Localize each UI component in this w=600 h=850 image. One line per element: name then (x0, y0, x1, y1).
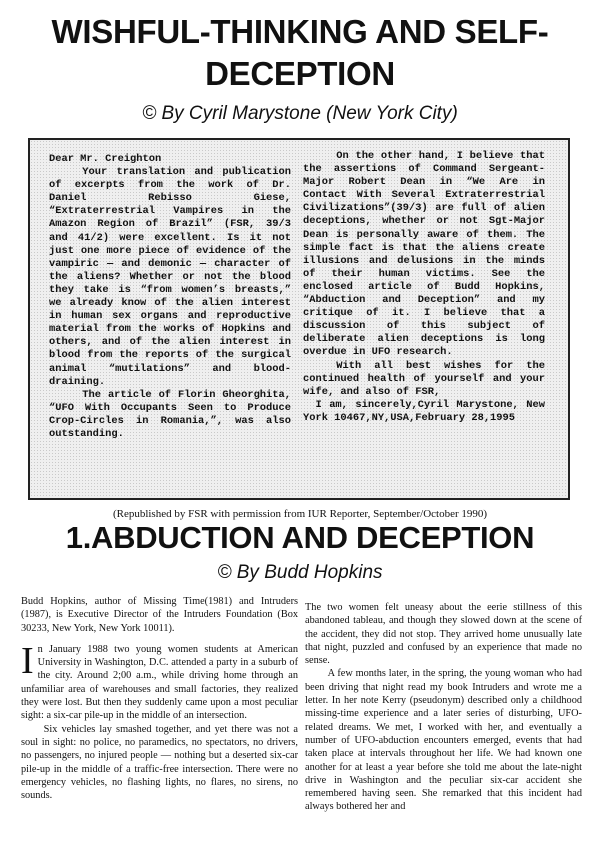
republished-note: (Republished by FSR with permission from IUR Reporter, September/October 1990) (112, 508, 488, 520)
article2-title: 1.ABDUCTION AND DECEPTION (65, 520, 535, 555)
body-paragraph: The two women felt uneasy about the eerie stillness of this abandoned tableau, and though they slowed down at the scene of the accident, they did not stop. They arrived home unusually late that night, puzzled and confused by an experience that made no sense. (305, 602, 582, 667)
letter-paragraph: On the other hand, I believe that the assertions of Command Sergeant-Major Robert Dean in “We Are in Contact With Several Extraterrestrial Civilizations”(39/3) are full of alien deceptions, whether or not Sgt-Major Dean is personally aware of them. The simple fact is that the aliens create illusions and delusions in the minds of their human victims. See the enclosed article of Budd Hopkins, “Abduction and Deception” and my critique of it. I believe that a discussion of this subject of deliberate alien deceptions is long overdue in UFO research. (303, 150, 545, 359)
author-intro: Budd Hopkins, author of Missing Time(1981) and Intruders (1987), is Executive Director of the Intruders Foundation (Box 30233, New York, New York 10011). (21, 596, 298, 634)
letter-paragraph: Your translation and publication of excerpts from the work of Dr. Daniel Rebisso Giese, “Extraterrestrial Vampires in the Amazon Region of Brazil” (FSR, 39/3 and 41/2) were excellent. Is it not just one more piece of evidence of the vampiric — and demonic — character of the aliens? Whether or not the blood they take is “from women’s breasts,” we already know of the alien interest in human sex organs and reproductive material from the works of Hopkins and others, and of the alien interest in blood from the reports of the surgical animal “mutilations” and blood-draining. (49, 166, 291, 388)
drop-cap: I (21, 639, 34, 682)
letter-column-right (303, 150, 545, 425)
letter-paragraph: The article of Florin Gheorghita, “UFO With Occupants Seen to Produce Crop-Circles in Romania,”, was also outstanding. (49, 388, 291, 440)
article2-byline: © By Budd Hopkins (217, 562, 383, 583)
article-byline: © By Cyril Marystone (New York City) (142, 103, 458, 124)
body-paragraph (21, 639, 298, 723)
letter-box (28, 138, 570, 500)
article-title-line-2: DECEPTION (205, 55, 395, 92)
body-paragraph: A few months later, in the spring, the young woman who had been driving that night read my book Intruders and wrote me a letter. In her note Kerry (pseudonym) described only a childhood missing-time experience and a later series of disturbing, UFO-related dreams. We met, I worked with her, and eventually a number of UFO-abduction encounters emerged, events that had taken place at intervals throughout her life. We had known one another for at least a year before she told me about the late-night drive in Washington and the peculiar six-car accident she remembered having seen. She remarked that this incident had always bothered her and (305, 668, 582, 813)
article2-column-right (305, 601, 582, 814)
letter-salutation: Dear Mr. Creighton (49, 153, 162, 165)
body-paragraph-text: n January 1988 two young women students at American University in Washington, D.C. attended a party in a suburb of the city. Around 2;00 a.m., while driving home through an unfamiliar area of warehouses and small factories, they realized they were lost. But then they suddenly came upon a most peculiar sight: a six-car pile-up in the middle of an intersection. (21, 643, 298, 722)
letter-signoff: I am, sincerely,Cyril Marystone, New York 10467,NY,USA,February 28,1995 (303, 398, 545, 424)
letter-column-left (49, 153, 291, 441)
article-title-line-1: WISHFUL-THINKING AND SELF- (51, 13, 549, 50)
letter-paragraph: With all best wishes for the continued health of yourself and your wife, and also of FSR, (303, 359, 545, 398)
article2-column-left (21, 595, 298, 802)
body-paragraph: Six vehicles lay smashed together, and yet there was not a soul in sight: no police, no paramedics, no spectators, no drivers, no passengers, no injured people — nothing but a deserted six-car pile-up in the middle of a traffic-free intersection. There were no emergency vehicles, no flashing lights, no flares, no sirens, no sounds. (21, 723, 298, 802)
